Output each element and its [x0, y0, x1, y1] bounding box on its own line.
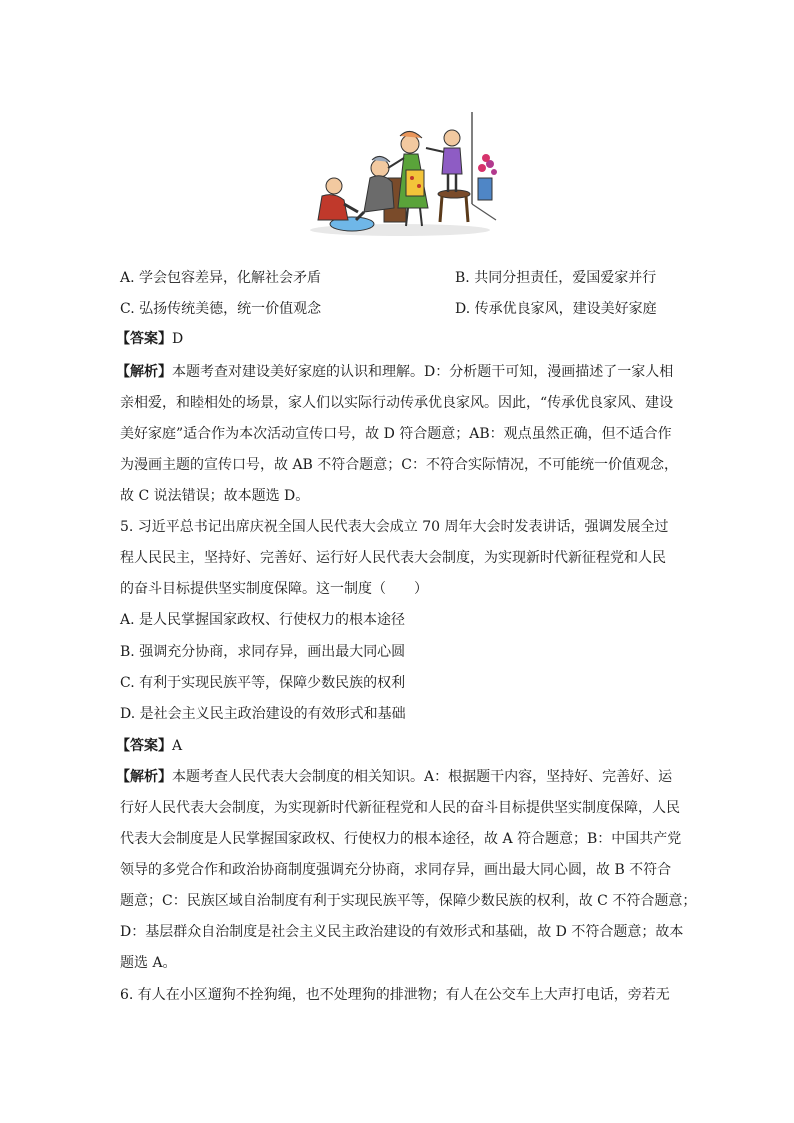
q4-option-b: B. 共同分担责任，爱国爱家并行 [455, 270, 657, 286]
q4-analysis-line [116, 362, 673, 382]
q6-stem-line: 6. 有人在小区遛狗不拴狗绳，也不处理狗的排泄物；有人在公交车上大声打电话，旁若无 [120, 987, 670, 1003]
analysis-text: 本题考查人民代表大会制度的相关知识。A：根据题干内容，坚持好、完善好、运 [172, 769, 673, 785]
analysis-text: 本题考查对建设美好家庭的认识和理解。D：分析题干可知，漫画描述了一家人相 [172, 364, 674, 380]
analysis-tag: 【解析】 [116, 364, 172, 380]
q4-option-c: C. 弘扬传统美德，统一价值观念 [120, 301, 322, 317]
q5-analysis-line: D：基层群众自治制度是社会主义民主政治建设的有效形式和基础，故 D 不符合题意；故本 [120, 924, 684, 940]
q4-analysis-line: 美好家庭”适合作为本次活动宣传口号，故 D 符合题意；AB：观点虽然正确，但不适合作 [120, 426, 672, 442]
q5-analysis-line [116, 767, 672, 787]
q5-option-b: B. 强调充分协商，求同存异，画出最大同心圆 [120, 644, 406, 660]
analysis-tag: 【解析】 [116, 769, 172, 785]
q4-answer [116, 329, 183, 349]
answer-value: D [172, 331, 184, 347]
q5-option-a: A. 是人民掌握国家政权、行使权力的根本途径 [120, 612, 406, 628]
answer-tag: 【答案】 [116, 738, 172, 754]
q5-stem-line: 程人民民主，坚持好、完善好、运行好人民代表大会制度，为实现新时代新征程党和人民 [120, 550, 666, 566]
q4-option-d: D. 传承优良家风，建设美好家庭 [455, 301, 657, 317]
answer-tag: 【答案】 [116, 331, 172, 347]
q5-analysis-line: 题选 A。 [120, 955, 177, 971]
family-cartoon-illustration [300, 108, 500, 240]
q4-analysis-line: 为漫画主题的宣传口号，故 AB 不符合题意；C：不符合实际情况，不可能统一价值观念， [120, 457, 679, 473]
q5-analysis-line: 代表大会制度是人民掌握国家政权、行使权力的根本途径，故 A 符合题意；B：中国共产党 [120, 831, 682, 847]
q5-option-d: D. 是社会主义民主政治建设的有效形式和基础 [120, 706, 406, 722]
q5-analysis-line: 题意；C：民族区域自治制度有利于实现民族平等，保障少数民族的权利，故 C 不符合题意； [120, 893, 697, 909]
q4-analysis-line: 亲相爱，和睦相处的场景，家人们以实际行动传承优良家风。因此，“传承优良家风、建设 [120, 395, 674, 411]
q4-analysis-line: 故 C 说法错误；故本题选 D。 [120, 488, 310, 504]
answer-value: A [172, 738, 183, 754]
q5-option-c: C. 有利于实现民族平等，保障少数民族的权利 [120, 675, 406, 691]
q4-option-a: A. 学会包容差异，化解社会矛盾 [120, 270, 322, 286]
q5-stem-line: 的奋斗目标提供坚实制度保障。这一制度（ ） [120, 581, 428, 597]
q5-analysis-line: 行好人民代表大会制度，为实现新时代新征程党和人民的奋斗目标提供坚实制度保障，人民 [120, 800, 680, 816]
q5-stem-line: 5. 习近平总书记出席庆祝全国人民代表大会成立 70 周年大会时发表讲话，强调发展全过 [120, 519, 669, 535]
q5-analysis-line: 领导的多党合作和政治协商制度强调充分协商，求同存异，画出最大同心圆，故 B 不符合 [120, 862, 672, 878]
q5-answer [116, 736, 182, 756]
